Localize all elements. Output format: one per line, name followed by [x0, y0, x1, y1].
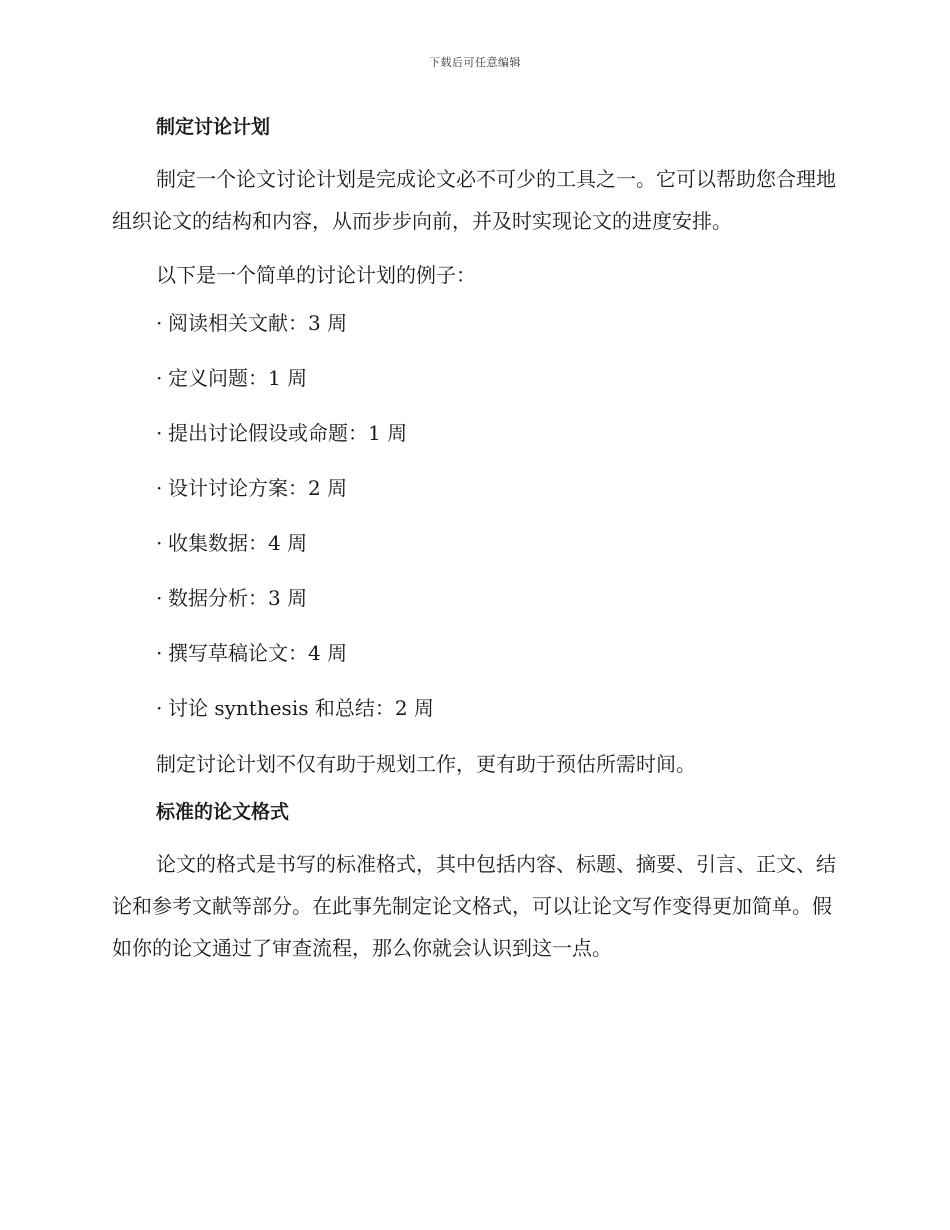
list-item-text: 阅读相关文献：3 周	[168, 311, 348, 335]
bullet-symbol: ·	[156, 531, 163, 555]
section-heading-plan: 制定讨论计划	[156, 116, 271, 138]
list-item	[112, 638, 837, 668]
paragraph-example-intro: 以下是一个简单的讨论计划的例子：	[156, 263, 476, 287]
plan-list	[112, 308, 837, 723]
list-item-text: 提出讨论假设或命题：1 周	[168, 421, 408, 445]
document-body	[112, 112, 837, 981]
bullet-symbol: ·	[156, 366, 163, 390]
bullet-symbol: ·	[156, 696, 163, 720]
bullet-symbol: ·	[156, 421, 163, 445]
list-item	[112, 693, 837, 723]
list-item	[112, 308, 837, 338]
bullet-symbol: ·	[156, 641, 163, 665]
list-item-text: 设计讨论方案：2 周	[168, 476, 348, 500]
section-heading-format: 标准的论文格式	[156, 801, 290, 823]
list-item-text: 数据分析：3 周	[168, 586, 308, 610]
paragraph-format-body: 论文的格式是书写的标准格式，其中包括内容、标题、摘要、引言、正文、结论和参考文献等部分。在此事先制定论文格式，可以让论文写作变得更加简单。假如你的论文通过了审查流程，那么你就会认识到这一点。	[112, 852, 836, 960]
paragraph-plan-closing: 制定讨论计划不仅有助于规划工作，更有助于预估所需时间。	[156, 752, 696, 776]
list-item-text: 讨论 synthesis 和总结：2 周	[168, 696, 434, 720]
bullet-symbol: ·	[156, 311, 163, 335]
list-item-text: 收集数据：4 周	[168, 531, 308, 555]
list-item	[112, 528, 837, 558]
bullet-symbol: ·	[156, 476, 163, 500]
list-item	[112, 473, 837, 503]
list-item	[112, 583, 837, 613]
list-item-text: 撰写草稿论文：4 周	[168, 641, 348, 665]
list-item-text: 定义问题：1 周	[168, 366, 308, 390]
list-item	[112, 363, 837, 393]
bullet-symbol: ·	[156, 586, 163, 610]
paragraph-plan-intro: 制定一个论文讨论计划是完成论文必不可少的工具之一。它可以帮助您合理地组织论文的结构和内容，从而步步向前，并及时实现论文的进度安排。	[112, 167, 836, 233]
page-header: 下载后可任意编辑	[429, 56, 521, 69]
list-item	[112, 418, 837, 448]
